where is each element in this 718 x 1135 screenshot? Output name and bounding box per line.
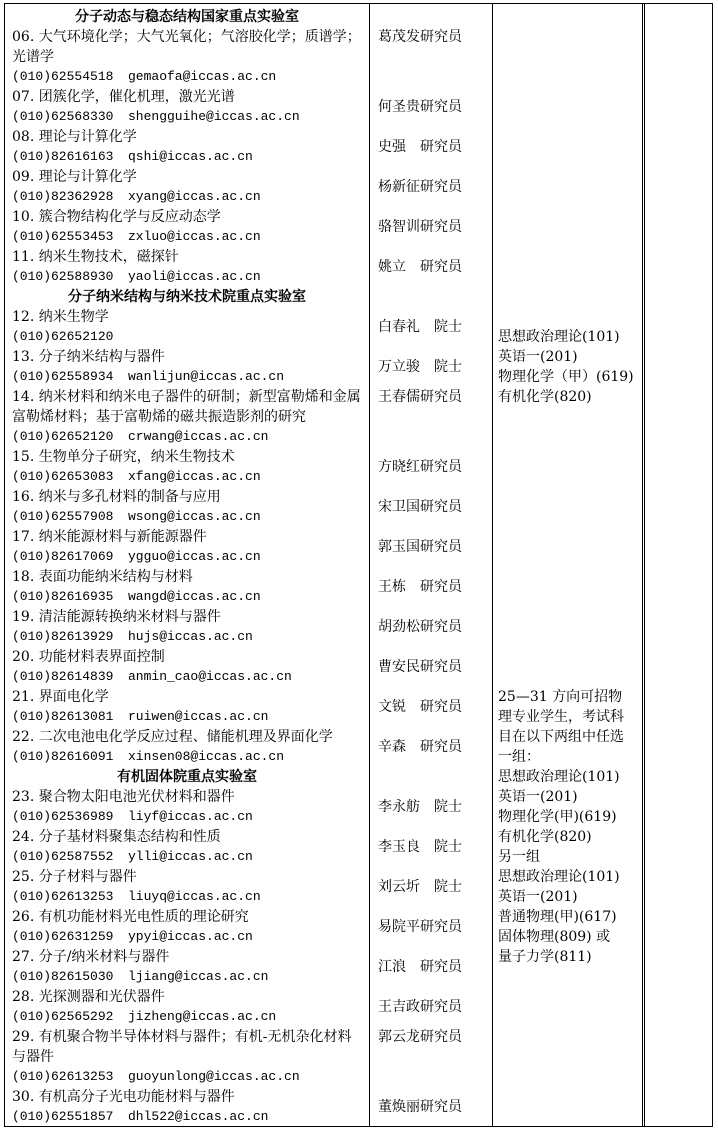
advisor-name: 王栋 研究员 (378, 579, 462, 595)
table-row: 20. 功能材料表界面控制 (010)82614839 anmin_cao@iccas.ac.cn 曹安民研究员 (5, 647, 642, 687)
advisor-name: 史强 研究员 (378, 139, 462, 155)
advisor-name: 方晓红研究员 (378, 459, 462, 475)
advisor-name: 董焕丽研究员 (378, 1099, 462, 1115)
table-row: 11. 纳米生物技术，磁探针 (010)62588930 yaoli@iccas.ac.cn 姚立 研究员 (5, 247, 642, 287)
advisor-name: 辛森 研究员 (378, 739, 462, 755)
research-direction: 06. 大气环境化学；大气光氧化；气溶胶化学；质谱学；光谱学 (010)62554518 gemaofa@iccas.ac.cn (12, 29, 361, 84)
table-row (5, 27, 642, 84)
advisor-name: 姚立 研究员 (378, 259, 462, 275)
advisor-name: 李玉良 院士 (378, 839, 462, 855)
advisor-name: 曹安民研究员 (378, 659, 462, 675)
advisor-name: 白春礼 院士 (378, 319, 462, 335)
lab-header: 分子动态与稳态结构国家重点实验室 (75, 9, 299, 25)
advisor-name: 宋卫国研究员 (378, 499, 462, 515)
table-row: 26. 有机功能材料光电性质的理论研究 (010)62631259 ypyi@iccas.ac.cn 易院平研究员 (5, 907, 642, 947)
admission-table (4, 3, 645, 1127)
table-row: 25. 分子材料与器件 (010)62613253 liuyq@iccas.ac.cn 刘云圻 院士 (5, 867, 642, 907)
advisor-name: 刘云圻 院士 (378, 879, 462, 895)
remarks-column (645, 3, 713, 1127)
advisor-name: 杨新征研究员 (378, 179, 462, 195)
column-divider (642, 4, 643, 1126)
advisor-name: 胡劲松研究员 (378, 619, 462, 635)
advisor-name: 骆智训研究员 (378, 219, 462, 235)
advisor-name: 王吉政研究员 (378, 999, 462, 1015)
table-row: 13. 分子纳米结构与器件 (010)62558934 wanlijun@iccas.ac.cn 万立骏 院士 (5, 347, 642, 387)
table-row: 23. 聚合物太阳电池光伏材料和器件 (010)62536989 liyf@iccas.ac.cn 李永舫 院士 (5, 787, 642, 827)
table-row: 29. 有机聚合物半导体材料与器件；有机-无机杂化材料与器件 (010)62613253 guoyunlong@iccas.ac.cn 郭云龙研究员 (5, 1027, 642, 1087)
table-row: 21. 界面电化学 (010)82613081 ruiwen@iccas.ac.cn 文锐 研究员 (5, 687, 642, 727)
advisor-name: 何圣贵研究员 (378, 99, 462, 115)
table-row: 28. 光探测器和光伏器件 (010)62565292 jizheng@iccas.ac.cn 王吉政研究员 (5, 987, 642, 1027)
exam-subjects-b: 25—31 方向可招物 理专业学生，考试科 目在以下两组中任选 一组： 思想政治理论(101) 英语一(201) 物理化学(甲)(619) 有机化学(820) 另一组 思想政治理论(101) 英语一(201) 普通物理(甲)(617) 固体物理(809) 或 量子力学(811) (498, 689, 624, 965)
table-row: 19. 清洁能源转换纳米材料与器件 (010)82613929 hujs@iccas.ac.cn 胡劲松研究员 (5, 607, 642, 647)
advisor-name: 郭玉国研究员 (378, 539, 462, 555)
lab-header: 有机固体院重点实验室 (117, 769, 257, 785)
advisor-name: 江浪 研究员 (378, 959, 462, 975)
table-row: 15. 生物单分子研究，纳米生物技术 (010)62653083 xfang@iccas.ac.cn 方晓红研究员 (5, 447, 642, 487)
advisor-name: 文锐 研究员 (378, 699, 462, 715)
advisor-name: 万立骏 院士 (378, 359, 462, 375)
table-row: 27. 分子/纳米材料与器件 (010)82615030 ljiang@iccas.ac.cn 江浪 研究员 (5, 947, 642, 987)
table-row: 30. 有机高分子光电功能材料与器件 (010)62551857 dhl522@iccas.ac.cn 董焕丽研究员 (5, 1087, 642, 1127)
advisor-name: 王春儒研究员 (378, 389, 462, 405)
table-row: 17. 纳米能源材料与新能源器件 (010)82617069 ygguo@iccas.ac.cn 郭玉国研究员 (5, 527, 642, 567)
table-row: 12. 纳米生物学 (010)62652120 白春礼 院士 (5, 307, 642, 347)
advisor-name: 易院平研究员 (378, 919, 462, 935)
table-row: 16. 纳米与多孔材料的制备与应用 (010)62557908 wsong@iccas.ac.cn 宋卫国研究员 (5, 487, 642, 527)
table-row: 07. 团簇化学，催化机理，激光光谱 (010)62568330 shengguihe@iccas.ac.cn 何圣贵研究员 (5, 87, 642, 127)
table-row: 22. 二次电池电化学反应过程、储能机理及界面化学 (010)82616091 xinsen08@iccas.ac.cn 辛森 研究员 (5, 727, 642, 767)
table-row: 18. 表面功能纳米结构与材料 (010)82616935 wangd@iccas.ac.cn 王栋 研究员 (5, 567, 642, 607)
table-row: 09. 理论与计算化学 (010)82362928 xyang@iccas.ac.cn 杨新征研究员 (5, 167, 642, 207)
lab-header: 分子纳米结构与纳米技术院重点实验室 (68, 289, 306, 305)
table-row: 10. 簇合物结构化学与反应动态学 (010)62553453 zxluo@iccas.ac.cn 骆智训研究员 (5, 207, 642, 247)
advisor-name: 葛茂发研究员 (378, 29, 462, 45)
table-row: 24. 分子基材料聚集态结构和性质 (010)62587552 ylli@iccas.ac.cn 李玉良 院士 (5, 827, 642, 867)
exam-subjects-a: 思想政治理论(101) 英语一(201) 物理化学（甲）(619) 有机化学(820) (498, 329, 634, 405)
table-row: 08. 理论与计算化学 (010)82616163 qshi@iccas.ac.cn 史强 研究员 (5, 127, 642, 167)
table-row: 14. 纳米材料和纳米电子器件的研制；新型富勒烯和金属富勒烯材料；基于富勒烯的磁共振造影剂的研究 (010)62652120 crwang@iccas.ac.cn 王春儒研究员 (5, 387, 642, 447)
advisor-name: 郭云龙研究员 (378, 1029, 462, 1045)
advisor-name: 李永舫 院士 (378, 799, 462, 815)
